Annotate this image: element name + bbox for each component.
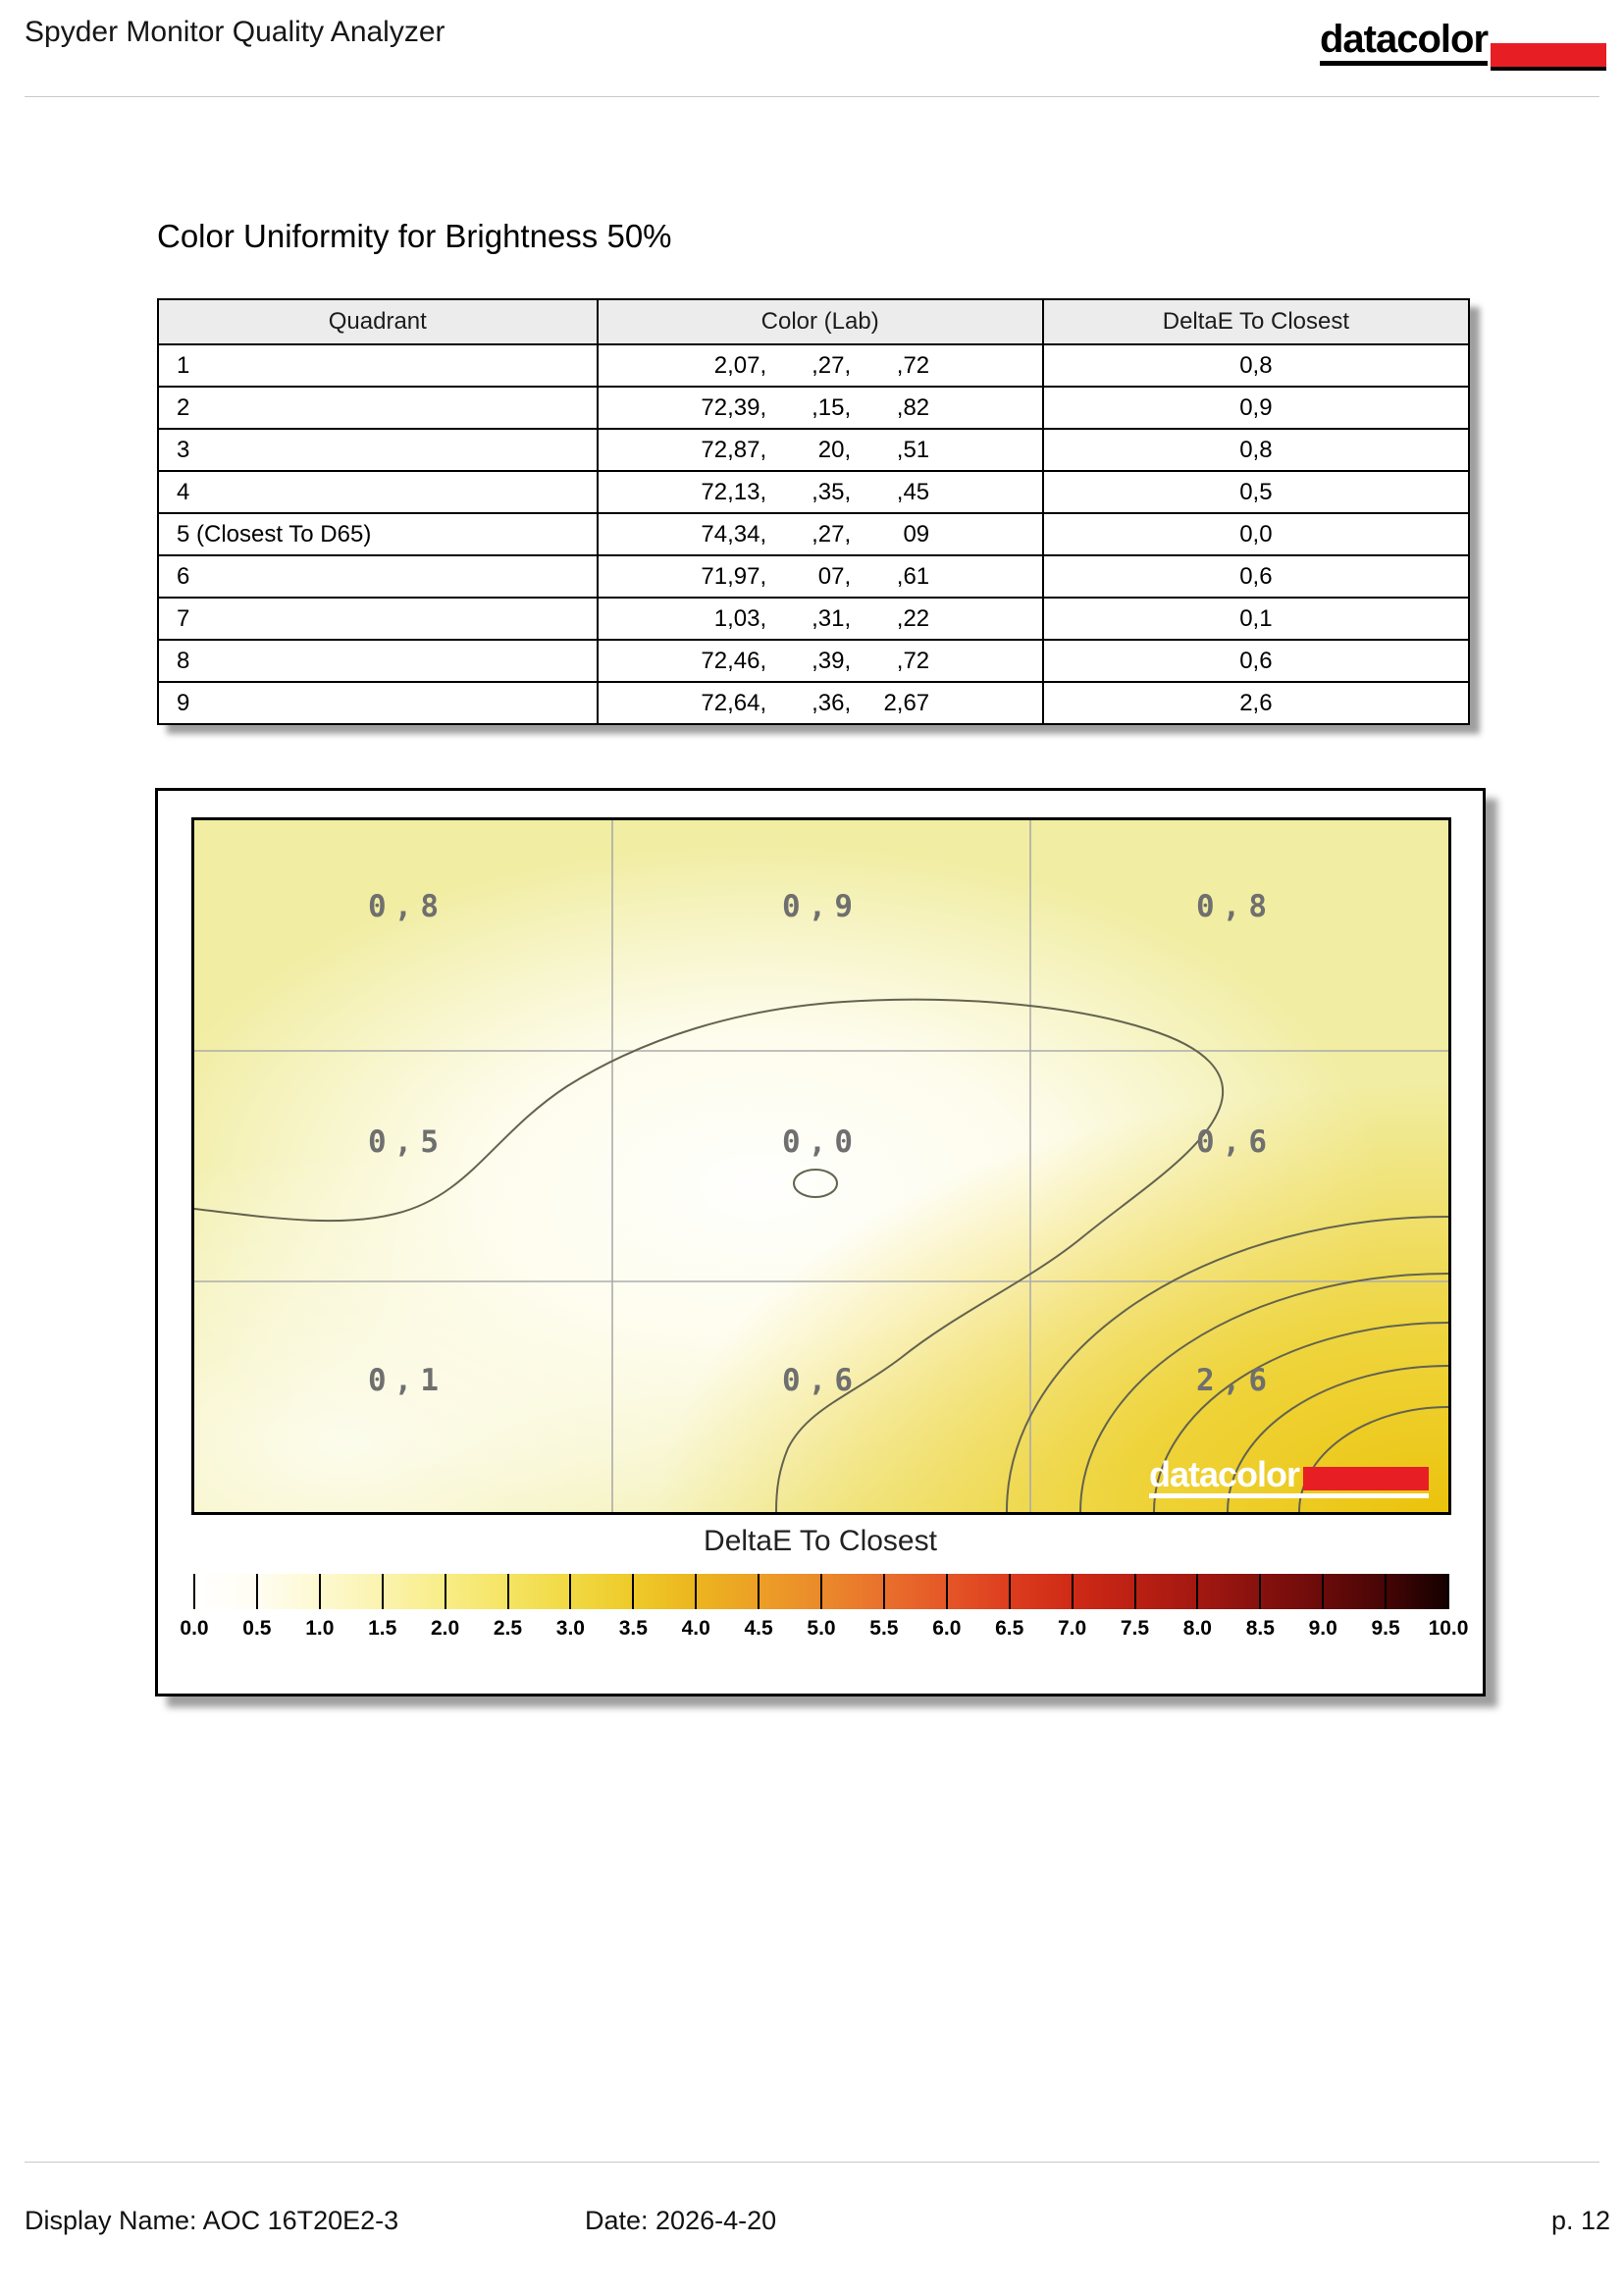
footer-page-number: p. 12 — [1551, 2206, 1611, 2235]
colorbar-tick-label: 2.5 — [493, 1617, 523, 1640]
lab-color-cell — [598, 471, 1043, 513]
lab-component: 07, — [817, 562, 852, 590]
lab-component: 1,03, — [713, 604, 767, 632]
lab-component: 72,87, — [701, 436, 767, 463]
table-row — [158, 640, 1469, 682]
colorbar-tick — [1447, 1574, 1449, 1609]
lab-component: 2,67 — [883, 689, 930, 716]
lab-color-cell — [598, 429, 1043, 471]
header-divider — [25, 96, 1599, 97]
lab-component: ,15, — [812, 393, 852, 421]
colorbar-tick — [1009, 1574, 1011, 1609]
lab-component: ,35, — [812, 478, 852, 505]
lab-component: ,39, — [812, 647, 852, 674]
footer-divider — [25, 2162, 1599, 2163]
lab-component: ,61 — [896, 562, 930, 590]
lab-component: 72,64, — [701, 689, 767, 716]
table-row — [158, 387, 1469, 429]
delta-e-cell: 0,8 — [1043, 344, 1469, 387]
map-cell-label: 0,6 — [782, 1363, 861, 1398]
lab-component: 74,34, — [701, 520, 767, 548]
table-row — [158, 598, 1469, 640]
colorbar-tick — [946, 1574, 948, 1609]
colorbar-tick — [1322, 1574, 1324, 1609]
lab-component: 72,13, — [701, 478, 767, 505]
delta-e-cell: 0,1 — [1043, 598, 1469, 640]
uniformity-table — [157, 298, 1470, 725]
colorbar-tick — [256, 1574, 258, 1609]
table-header-row — [158, 299, 1469, 344]
map-datacolor-watermark — [1148, 1454, 1429, 1498]
map-cell-label: 0,8 — [368, 889, 446, 924]
map-cell-label: 0,6 — [1196, 1124, 1275, 1160]
lab-component: 2,07, — [713, 351, 767, 379]
colorbar-tick-label: 6.0 — [932, 1617, 962, 1640]
table-row — [158, 513, 1469, 555]
colorbar-tick-label: 8.0 — [1182, 1617, 1212, 1640]
colorbar-tick-label: 4.5 — [744, 1617, 773, 1640]
lab-component: ,72 — [896, 351, 930, 379]
colorbar-tick-label: 5.5 — [869, 1617, 899, 1640]
lab-component: 72,46, — [701, 647, 767, 674]
lab-color-cell — [598, 387, 1043, 429]
colorbar-tick — [820, 1574, 822, 1609]
colorbar-tick-label: 3.5 — [618, 1617, 648, 1640]
delta-e-cell: 0,6 — [1043, 640, 1469, 682]
section-title: Color Uniformity for Brightness 50% — [157, 218, 672, 254]
quadrant-cell: 6 — [158, 555, 598, 598]
datacolor-logo — [1320, 18, 1606, 66]
colorbar-tick-label: 2.0 — [430, 1617, 460, 1640]
lab-component: ,72 — [896, 647, 930, 674]
lab-component: ,31, — [812, 604, 852, 632]
footer-date: Date: 2026-4-20 — [585, 2206, 777, 2235]
lab-color-cell — [598, 682, 1043, 724]
colorbar-tick-label: 6.5 — [995, 1617, 1024, 1640]
table-row — [158, 429, 1469, 471]
map-cell-label: 2,6 — [1196, 1363, 1275, 1398]
map-cell-label: 0,0 — [782, 1124, 861, 1160]
lab-component: ,22 — [896, 604, 930, 632]
app-title: Spyder Monitor Quality Analyzer — [25, 16, 445, 48]
table-head — [158, 299, 1469, 344]
datacolor-logo-word: datacolor — [1320, 22, 1488, 66]
delta-e-cell: 0,5 — [1043, 471, 1469, 513]
colorbar-tick — [695, 1574, 697, 1609]
colorbar-labels — [180, 1617, 1469, 1644]
lab-component: ,82 — [896, 393, 930, 421]
lab-color-cell — [598, 344, 1043, 387]
lab-component: 71,97, — [701, 562, 767, 590]
colorbar-tick — [507, 1574, 509, 1609]
table-header-cell: DeltaE To Closest — [1043, 299, 1469, 344]
colorbar-tick — [382, 1574, 384, 1609]
colorbar-tick-label: 10.0 — [1428, 1617, 1469, 1640]
lab-component: ,27, — [812, 351, 852, 379]
table-header-cell: Quadrant — [158, 299, 598, 344]
colorbar-tick — [319, 1574, 321, 1609]
lab-component: 20, — [817, 436, 852, 463]
lab-component: ,27, — [812, 520, 852, 548]
uniformity-chart-panel — [155, 788, 1486, 1696]
colorbar-tick-label: 0.5 — [242, 1617, 272, 1640]
colorbar-tick — [883, 1574, 885, 1609]
quadrant-cell: 3 — [158, 429, 598, 471]
colorbar-tick-label: 4.0 — [681, 1617, 710, 1640]
colorbar-tick — [632, 1574, 634, 1609]
colorbar-title: DeltaE To Closest — [704, 1525, 937, 1557]
quadrant-cell: 5 (Closest To D65) — [158, 513, 598, 555]
colorbar-tick-label: 7.5 — [1120, 1617, 1150, 1640]
colorbar-tick — [1259, 1574, 1261, 1609]
table-row — [158, 682, 1469, 724]
lab-color-cell — [598, 555, 1043, 598]
colorbar-tick-label: 9.0 — [1308, 1617, 1337, 1640]
colorbar-tick — [445, 1574, 446, 1609]
colorbar-tick — [1385, 1574, 1387, 1609]
colorbar — [194, 1574, 1448, 1609]
delta-e-cell: 0,0 — [1043, 513, 1469, 555]
datacolor-logo-red-bar — [1491, 43, 1606, 71]
watermark-red-bar — [1303, 1467, 1429, 1490]
map-cell-label: 0,8 — [1196, 889, 1275, 924]
quadrant-cell: 1 — [158, 344, 598, 387]
lab-component: 09 — [903, 520, 930, 548]
colorbar-tick — [1134, 1574, 1136, 1609]
colorbar-tick-label: 8.5 — [1245, 1617, 1275, 1640]
delta-e-cell: 0,8 — [1043, 429, 1469, 471]
quadrant-cell: 4 — [158, 471, 598, 513]
colorbar-tick — [569, 1574, 571, 1609]
delta-e-cell: 0,6 — [1043, 555, 1469, 598]
colorbar-tick — [193, 1574, 195, 1609]
quadrant-cell: 2 — [158, 387, 598, 429]
colorbar-tick — [758, 1574, 760, 1609]
uniformity-map-svg — [194, 820, 1448, 1512]
quadrant-cell: 7 — [158, 598, 598, 640]
table-row — [158, 344, 1469, 387]
watermark-word: datacolor — [1148, 1454, 1299, 1495]
map-cell-label: 0,1 — [368, 1363, 446, 1398]
lab-color-cell — [598, 513, 1043, 555]
colorbar-tick-label: 3.0 — [555, 1617, 585, 1640]
colorbar-ticks — [194, 1574, 1448, 1609]
table-body — [158, 344, 1469, 724]
lab-component: ,36, — [812, 689, 852, 716]
quadrant-cell: 9 — [158, 682, 598, 724]
colorbar-tick — [1072, 1574, 1074, 1609]
uniformity-map — [191, 817, 1451, 1515]
colorbar-tick-label: 9.5 — [1371, 1617, 1400, 1640]
lab-component: 72,39, — [701, 393, 767, 421]
map-cell-label: 0,9 — [782, 889, 861, 924]
table-header-cell: Color (Lab) — [598, 299, 1043, 344]
colorbar-tick-label: 5.0 — [807, 1617, 836, 1640]
colorbar-tick-label: 7.0 — [1057, 1617, 1087, 1640]
table-row — [158, 555, 1469, 598]
lab-color-cell — [598, 598, 1043, 640]
footer-display-name: Display Name: AOC 16T20E2-3 — [25, 2206, 399, 2235]
colorbar-tick — [1196, 1574, 1198, 1609]
table-row — [158, 471, 1469, 513]
lab-component: ,45 — [896, 478, 930, 505]
quadrant-cell: 8 — [158, 640, 598, 682]
colorbar-tick-label: 0.0 — [180, 1617, 209, 1640]
delta-e-cell: 2,6 — [1043, 682, 1469, 724]
delta-e-cell: 0,9 — [1043, 387, 1469, 429]
lab-component: ,51 — [896, 436, 930, 463]
colorbar-tick-label: 1.0 — [305, 1617, 335, 1640]
lab-color-cell — [598, 640, 1043, 682]
map-cell-label: 0,5 — [368, 1124, 446, 1160]
colorbar-tick-label: 1.5 — [368, 1617, 397, 1640]
